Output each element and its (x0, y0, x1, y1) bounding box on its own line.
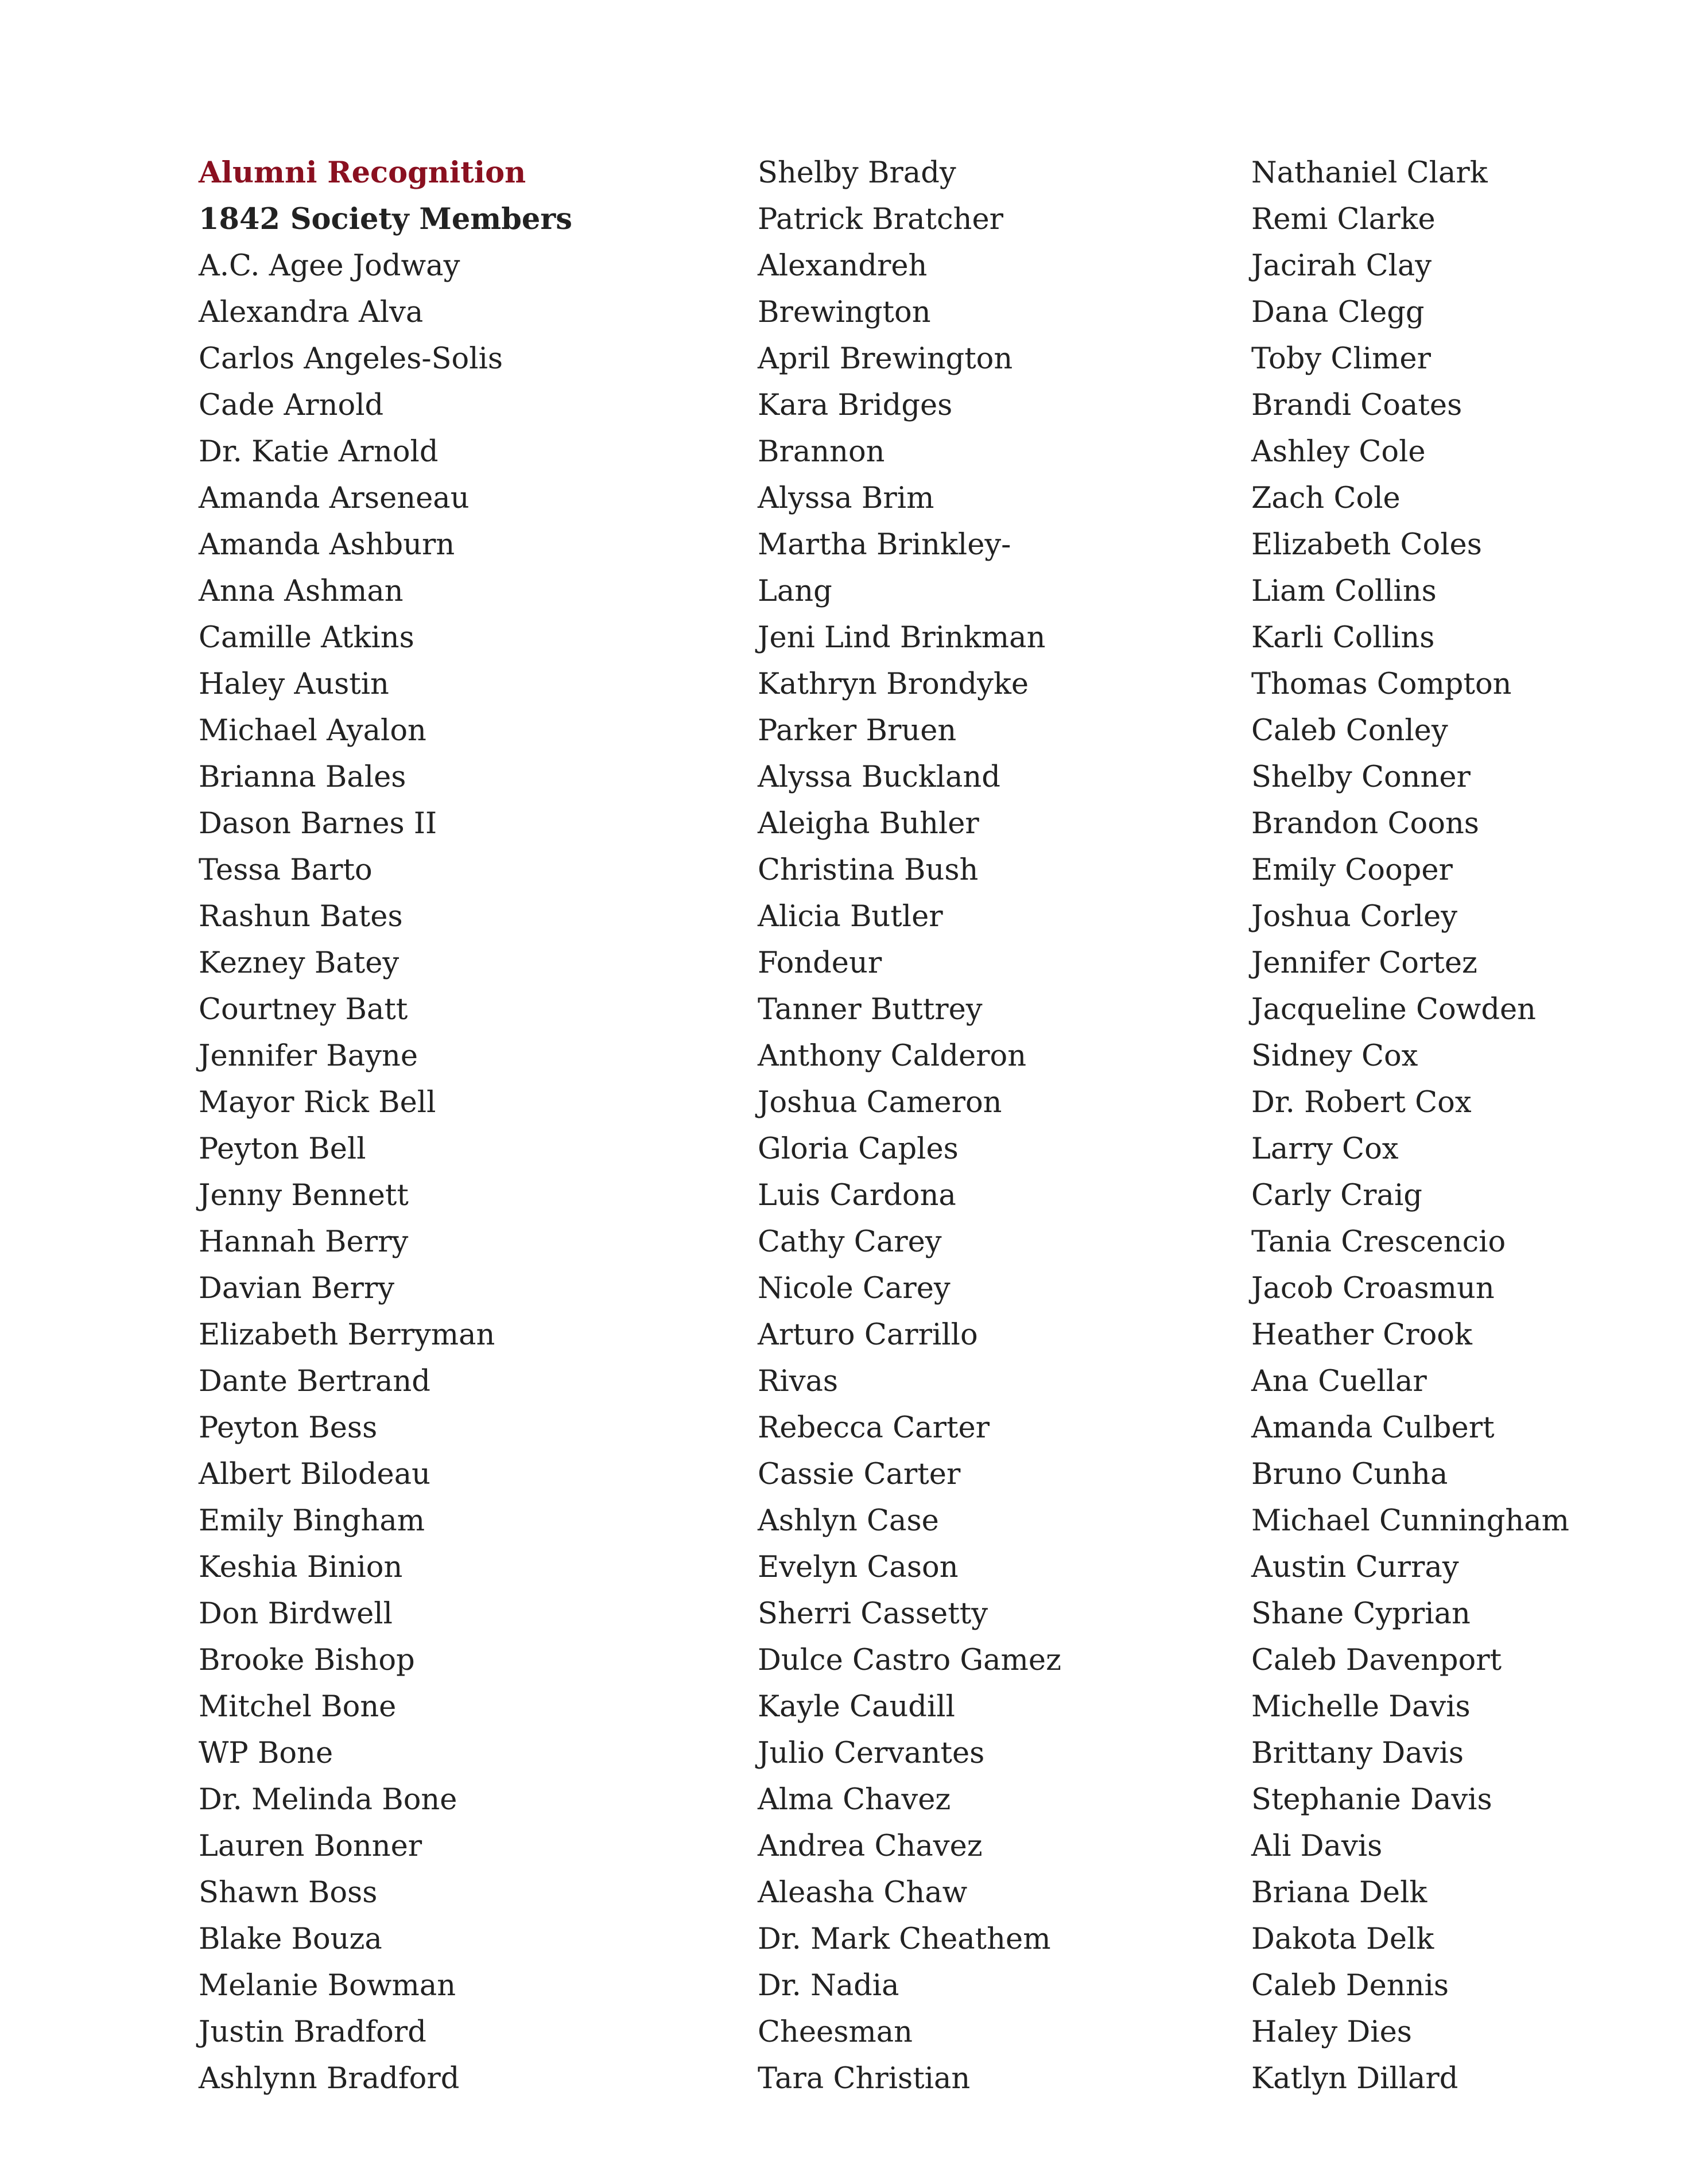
member-name: Dulce Castro Gamez (758, 1643, 1061, 1677)
member-name: Brooke Bishop (199, 1643, 415, 1677)
member-name: Peyton Bess (199, 1411, 378, 1445)
member-name: Heather Crook (1251, 1318, 1472, 1352)
member-name: Brittany Davis (1251, 1736, 1464, 1770)
member-name: Liam Collins (1251, 574, 1437, 608)
member-name: Amanda Culbert (1251, 1411, 1495, 1445)
member-name: Mitchel Bone (199, 1690, 397, 1724)
member-name: Courtney Batt (199, 993, 408, 1027)
member-name: Alyssa Buckland (758, 760, 1000, 794)
member-name: Elizabeth Berryman (199, 1318, 495, 1352)
member-name: Anthony Calderon (758, 1039, 1027, 1073)
member-name: Jennifer Cortez (1251, 946, 1477, 980)
member-name: Jenny Bennett (199, 1179, 409, 1213)
member-name: Evelyn Cason (758, 1550, 959, 1584)
member-name: Stephanie Davis (1251, 1783, 1492, 1817)
member-name: Dr. Nadia (758, 1969, 899, 2003)
member-name: Kayle Caudill (758, 1690, 955, 1724)
member-name: Martha Brinkley- (758, 528, 1011, 562)
member-name: Michael Cunningham (1251, 1504, 1570, 1538)
member-name: Jacqueline Cowden (1251, 993, 1537, 1027)
member-name: Caleb Davenport (1251, 1643, 1502, 1677)
member-name: Remi Clarke (1251, 203, 1436, 236)
member-name: Austin Curray (1251, 1550, 1459, 1584)
member-name: Arturo Carrillo (758, 1318, 978, 1352)
member-name: Ashlyn Case (758, 1504, 939, 1538)
member-name: Mayor Rick Bell (199, 1086, 436, 1120)
member-name: Aleigha Buhler (758, 807, 979, 841)
member-name: Brandi Coates (1251, 388, 1463, 422)
member-name: Tanner Buttrey (758, 993, 983, 1027)
member-name: Dana Clegg (1251, 296, 1425, 329)
member-name: Michelle Davis (1251, 1690, 1471, 1724)
member-name: Karli Collins (1251, 621, 1435, 655)
member-name: Nathaniel Clark (1251, 156, 1488, 190)
member-name: Dakota Delk (1251, 1922, 1434, 1956)
member-name: Lauren Bonner (199, 1829, 422, 1863)
member-name: Briana Delk (1251, 1876, 1427, 1910)
member-name: Larry Cox (1251, 1132, 1399, 1166)
member-name: Peyton Bell (199, 1132, 366, 1166)
member-name: Albert Bilodeau (199, 1458, 430, 1491)
member-name: Kezney Batey (199, 946, 399, 980)
member-name: Cathy Carey (758, 1225, 942, 1259)
member-name: Katlyn Dillard (1251, 2062, 1458, 2096)
member-name: Andrea Chavez (758, 1829, 983, 1863)
member-name: Cheesman (758, 2015, 913, 2049)
member-name: Michael Ayalon (199, 714, 426, 748)
member-name: Amanda Ashburn (199, 528, 455, 562)
member-name: Fondeur (758, 946, 882, 980)
member-name: Tessa Barto (199, 853, 373, 887)
member-name: Tara Christian (758, 2062, 971, 2096)
member-name: Brannon (758, 435, 885, 469)
member-name: Kathryn Brondyke (758, 667, 1029, 701)
member-name: Shelby Conner (1251, 760, 1471, 794)
member-name: Justin Bradford (199, 2015, 426, 2049)
member-name: Carlos Angeles-Solis (199, 342, 503, 376)
member-name: Alma Chavez (758, 1783, 951, 1817)
member-name: Parker Bruen (758, 714, 957, 748)
member-name: Rivas (758, 1365, 839, 1398)
member-name: Zach Cole (1251, 481, 1401, 515)
member-name: Brandon Coons (1251, 807, 1479, 841)
member-name: Melanie Bowman (199, 1969, 456, 2003)
member-name: Nicole Carey (758, 1272, 951, 1305)
member-name: Davian Berry (199, 1272, 395, 1305)
member-name: Aleasha Chaw (758, 1876, 968, 1910)
member-name: Joshua Cameron (758, 1086, 1002, 1120)
member-name: Camille Atkins (199, 621, 414, 655)
member-name: Jeni Lind Brinkman (758, 621, 1046, 655)
member-name: Caleb Conley (1251, 714, 1448, 748)
member-name: Ashley Cole (1251, 435, 1426, 469)
member-name: Dr. Melinda Bone (199, 1783, 457, 1817)
member-name: Elizabeth Coles (1251, 528, 1482, 562)
member-name: Luis Cardona (758, 1179, 956, 1213)
member-name: Ali Davis (1251, 1829, 1383, 1863)
member-name: Don Birdwell (199, 1597, 393, 1631)
name-column-1 (199, 150, 572, 2102)
member-name: Shelby Brady (758, 156, 956, 190)
member-name: Thomas Compton (1251, 667, 1512, 701)
member-name: Shane Cyprian (1251, 1597, 1471, 1631)
member-name: Joshua Corley (1251, 900, 1458, 934)
member-name: Alicia Butler (758, 900, 943, 934)
member-name: Sherri Cassetty (758, 1597, 988, 1631)
member-name: Dante Bertrand (199, 1365, 430, 1398)
member-name: Christina Bush (758, 853, 979, 887)
member-name: Haley Dies (1251, 2015, 1412, 2049)
member-name: Emily Cooper (1251, 853, 1453, 887)
member-name: Patrick Bratcher (758, 203, 1004, 236)
member-name: Shawn Boss (199, 1876, 378, 1910)
member-name: Dr. Katie Arnold (199, 435, 439, 469)
member-name: Toby Climer (1251, 342, 1431, 376)
page-title: Alumni Recognition (199, 156, 526, 190)
member-name: Bruno Cunha (1251, 1458, 1448, 1491)
member-name: Keshia Binion (199, 1550, 403, 1584)
member-name: Rebecca Carter (758, 1411, 990, 1445)
member-name: Brewington (758, 296, 931, 329)
member-name: April Brewington (758, 342, 1013, 376)
member-name: Ana Cuellar (1251, 1365, 1427, 1398)
member-name: Carly Craig (1251, 1179, 1422, 1213)
member-name: WP Bone (199, 1736, 333, 1770)
member-name: Alexandreh (758, 249, 928, 283)
member-name: Blake Bouza (199, 1922, 382, 1956)
member-name: Cassie Carter (758, 1458, 961, 1491)
member-name: Tania Crescencio (1251, 1225, 1506, 1259)
member-name: Caleb Dennis (1251, 1969, 1449, 2003)
member-name: Anna Ashman (199, 574, 404, 608)
member-name: Jacob Croasmun (1251, 1272, 1495, 1305)
name-column-2 (758, 150, 1061, 2102)
member-name: Lang (758, 574, 832, 608)
member-name: Sidney Cox (1251, 1039, 1418, 1073)
member-name: Dr. Robert Cox (1251, 1086, 1472, 1120)
member-name: Cade Arnold (199, 388, 384, 422)
member-name: Hannah Berry (199, 1225, 409, 1259)
section-subtitle: 1842 Society Members (199, 202, 572, 236)
member-name: Dason Barnes II (199, 807, 437, 841)
member-name: Amanda Arseneau (199, 481, 470, 515)
member-name: Emily Bingham (199, 1504, 425, 1538)
member-name: A.C. Agee Jodway (199, 249, 460, 283)
member-name: Gloria Caples (758, 1132, 959, 1166)
member-name: Rashun Bates (199, 900, 403, 934)
name-column-3 (1251, 150, 1569, 2102)
member-name: Dr. Mark Cheathem (758, 1922, 1051, 1956)
member-name: Jennifer Bayne (199, 1039, 418, 1073)
member-name: Jacirah Clay (1251, 249, 1432, 283)
member-name: Alexandra Alva (199, 296, 424, 329)
member-name: Julio Cervantes (758, 1736, 985, 1770)
member-name: Alyssa Brim (758, 481, 934, 515)
member-name: Brianna Bales (199, 760, 406, 794)
member-name: Haley Austin (199, 667, 389, 701)
member-name: Ashlynn Bradford (199, 2062, 460, 2096)
member-name: Kara Bridges (758, 388, 953, 422)
